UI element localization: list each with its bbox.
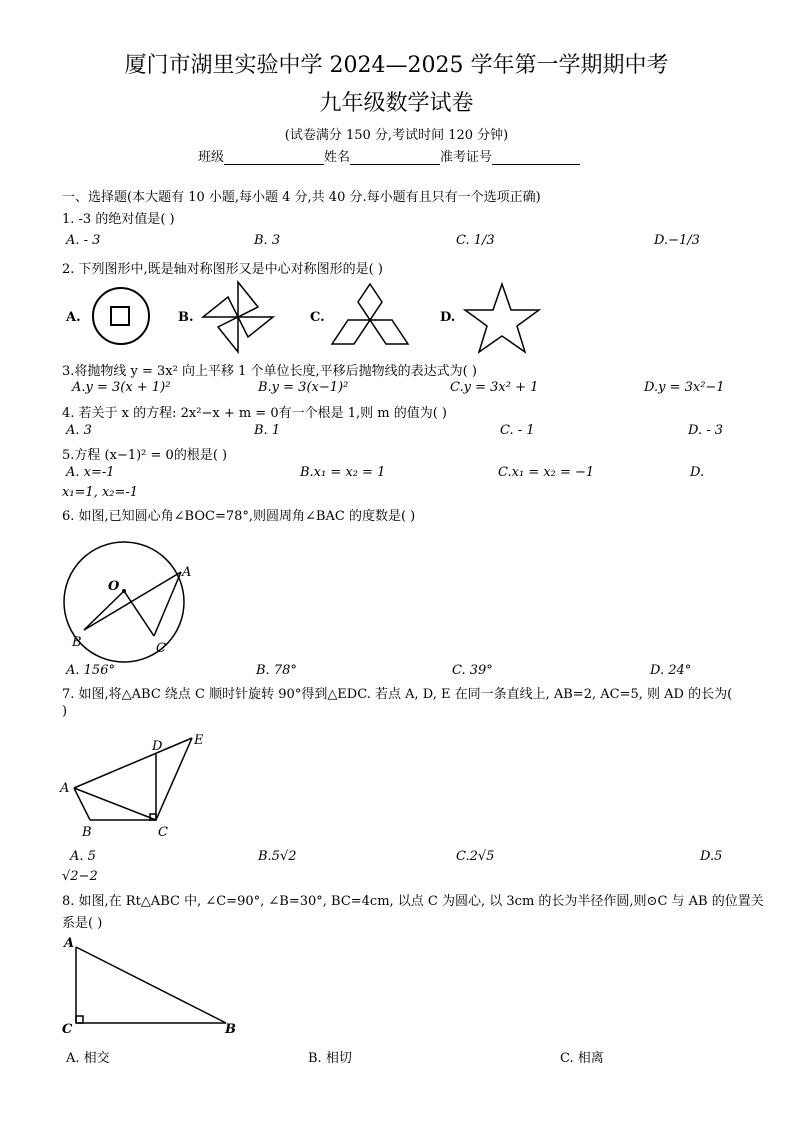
q8-option-a: A. 相交 — [66, 1051, 110, 1066]
q5-option-c: C.x₁ = x₂ = −1 — [498, 465, 595, 480]
q6-stem: 6. 如图,已知圆心角∠BOC=78°,则圆周角∠BAC 的度数是( ) — [62, 509, 416, 524]
q3-option-c: C.y = 3x² + 1 — [450, 380, 539, 395]
exam-title-line2: 九年级数学试卷 — [319, 91, 474, 116]
q6-label-a: A — [182, 565, 192, 580]
q1-option-b: B. 3 — [254, 233, 281, 248]
q1-stem: 1. -3 的绝对值是( ) — [62, 212, 175, 227]
exam-title-line1: 厦门市湖里实验中学 2024—2025 学年第一学期期中考 — [124, 53, 669, 78]
name-label: 姓名 — [324, 150, 351, 165]
q8-option-c: C. 相离 — [560, 1051, 604, 1066]
q2-option-a: A. — [66, 310, 81, 325]
q8-label-b: B — [225, 1022, 236, 1037]
q5-option-d-continued: x₁=1, x₂=-1 — [62, 485, 139, 500]
section-heading: 一、选择题(本大题有 10 小题,每小题 4 分,共 40 分.每小题有且只有一个选项正确) — [62, 190, 541, 205]
q7-label-a: A — [60, 781, 70, 796]
q7-label-d: D — [152, 739, 163, 754]
q6-label-c: C — [156, 641, 166, 656]
q3-stem: 3.将抛物线 y = 3x² 向上平移 1 个单位长度,平移后抛物线的表达式为( ) — [62, 364, 477, 379]
q6-label-o: O — [108, 579, 120, 594]
q7-label-b: B — [82, 825, 92, 840]
q8-option-b: B. 相切 — [308, 1051, 352, 1066]
q4-option-d: D. - 3 — [688, 423, 724, 438]
q7-label-e: E — [194, 733, 204, 748]
class-blank[interactable] — [224, 152, 324, 165]
q2-option-c: C. — [310, 310, 325, 325]
q7-stem-continued: ) — [62, 704, 68, 719]
q7-option-d-continued: √2−2 — [62, 869, 98, 884]
q7-option-d: D.5 — [700, 849, 723, 864]
q5-option-d: D. — [690, 465, 705, 480]
q6-label-b: B — [72, 635, 82, 650]
q2-option-d: D. — [440, 310, 456, 325]
q8-figure — [60, 935, 245, 1035]
q5-option-a: A. x=-1 — [66, 465, 115, 480]
q3-option-a: A.y = 3(x + 1)² — [72, 380, 171, 395]
q1-option-d: D.−1/3 — [654, 233, 700, 248]
q4-option-a: A. 3 — [66, 423, 92, 438]
exam-note: (试卷满分 150 分,考试时间 120 分钟) — [284, 128, 509, 143]
q6-option-d: D. 24° — [650, 663, 692, 678]
q2-figure-b — [198, 282, 278, 352]
name-blank[interactable] — [350, 152, 440, 165]
q1-option-c: C. 1/3 — [456, 233, 495, 248]
q8-stem: 8. 如图,在 Rt△ABC 中, ∠C=90°, ∠B=30°, BC=4cm, 以点 C 为圆心, 以 3cm 的长为半径作圆,则⊙C 与 AB 的位置关 — [62, 894, 764, 909]
q8-label-a: A — [64, 936, 75, 951]
q2-stem: 2. 下列图形中,既是轴对称图形又是中心对称图形的是( ) — [62, 262, 383, 277]
q8-label-c: C — [62, 1022, 73, 1037]
q4-stem: 4. 若关于 x 的方程: 2x²−x + m = 0有一个根是 1,则 m 的值为( ) — [62, 406, 447, 421]
q6-option-a: A. 156° — [66, 663, 115, 678]
q8-stem-continued: 系是( ) — [62, 916, 103, 931]
q6-figure — [62, 528, 202, 658]
ticket-blank[interactable] — [492, 152, 580, 165]
q4-option-b: B. 1 — [254, 423, 281, 438]
info-fields — [198, 146, 580, 165]
q2-figure-a — [86, 286, 156, 346]
q2-figure-d — [462, 282, 542, 352]
q5-option-b: B.x₁ = x₂ = 1 — [300, 465, 386, 480]
q2-option-b: B. — [178, 310, 194, 325]
q4-option-c: C. - 1 — [500, 423, 535, 438]
ticket-label: 准考证号 — [440, 150, 493, 165]
class-label: 班级 — [198, 150, 225, 165]
q7-option-a: A. 5 — [70, 849, 96, 864]
q3-option-d: D.y = 3x²−1 — [644, 380, 725, 395]
q6-option-b: B. 78° — [256, 663, 297, 678]
q5-stem: 5.方程 (x−1)² = 0的根是( ) — [62, 448, 228, 463]
q1-option-a: A. - 3 — [66, 233, 101, 248]
q2-figure-c — [330, 282, 410, 350]
q7-label-c: C — [158, 825, 168, 840]
q7-option-b: B.5√2 — [258, 849, 297, 864]
q7-figure — [60, 730, 220, 842]
q6-option-c: C. 39° — [452, 663, 493, 678]
q7-option-c: C.2√5 — [456, 849, 495, 864]
q7-stem: 7. 如图,将△ABC 绕点 C 顺时针旋转 90°得到△EDC. 若点 A, D, E 在同一条直线上, AB=2, AC=5, 则 AD 的长为( — [62, 687, 733, 702]
q3-option-b: B.y = 3(x−1)² — [258, 380, 349, 395]
